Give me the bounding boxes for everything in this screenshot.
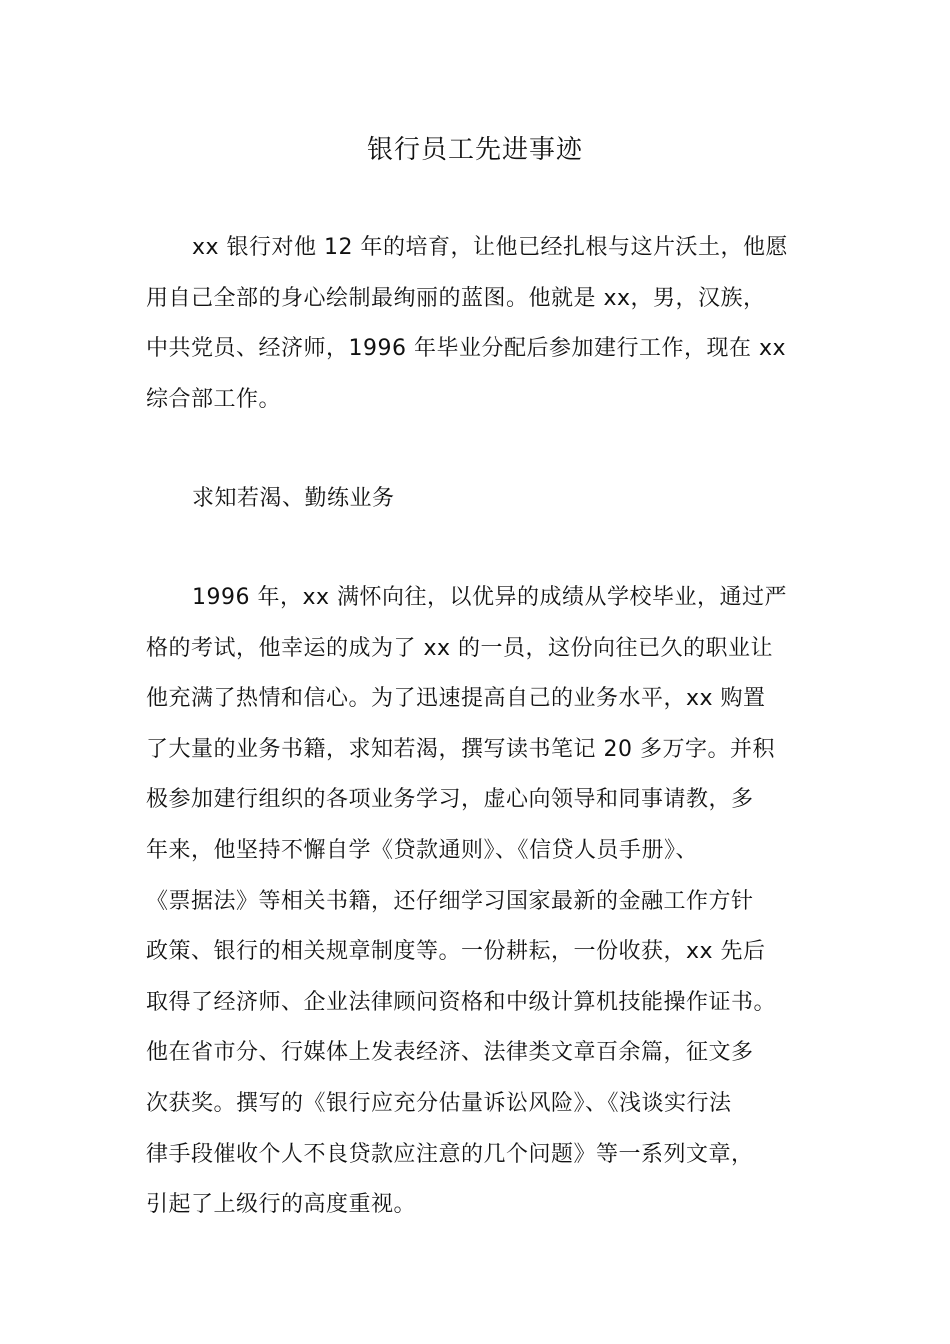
document-title: 银行员工先进事迹 (366, 135, 583, 165)
paragraph-line: 年来，他坚持不懈自学《贷款通则》、《信贷人员手册》、 (146, 837, 699, 863)
intro-paragraph (146, 223, 836, 425)
paragraph-line: 引起了上级行的高度重视。 (146, 1192, 417, 1218)
paragraph-line: 1996 年，xx 满怀向往，以优异的成绩从学校毕业，通过严 (192, 585, 788, 610)
section-heading: 求知若渴、勤练业务 (192, 486, 395, 511)
paragraph-line: 《票据法》等相关书籍，还仔细学习国家最新的金融工作方针 (146, 888, 754, 914)
paragraph-line: 用自己全部的身心绘制最绚丽的蓝图。他就是 xx，男，汉族， (146, 285, 766, 311)
paragraph-line: 他在省市分、行媒体上发表经济、法律类文章百余篇，征文多 (146, 1040, 754, 1066)
paragraph-line: 政策、银行的相关规章制度等。一份耕耘，一份收获，xx 先后 (146, 939, 766, 965)
paragraph-line: 他充满了热情和信心。为了迅速提高自己的业务水平，xx 购置 (146, 686, 766, 712)
paragraph-line: 取得了经济师、企业法律顾问资格和中级计算机技能操作证书。 (146, 989, 777, 1015)
paragraph-line: xx 银行对他 12 年的培育，让他已经扎根与这片沃土，他愿 (192, 235, 789, 260)
study-paragraph (146, 573, 836, 1231)
section-heading-block (146, 474, 836, 525)
paragraph-line: 综合部工作。 (146, 386, 282, 412)
paragraph-line: 律手段催收个人不良贷款应注意的几个问题》等一系列文章， (146, 1141, 754, 1167)
paragraph-line: 格的考试，他幸运的成为了 xx 的一员，这份向往已久的职业让 (146, 635, 774, 661)
paragraph-line: 了大量的业务书籍，求知若渴，撰写读书笔记 20 多万字。并积 (146, 736, 775, 762)
paragraph-line: 中共党员、经济师，1996 年毕业分配后参加建行工作，现在 xx (146, 336, 787, 362)
paragraph-line: 极参加建行组织的各项业务学习，虚心向领导和同事请教，多 (146, 787, 754, 813)
paragraph-line: 次获奖。撰写的《银行应充分估量诉讼风险》、《浅谈实行法 (146, 1090, 732, 1116)
